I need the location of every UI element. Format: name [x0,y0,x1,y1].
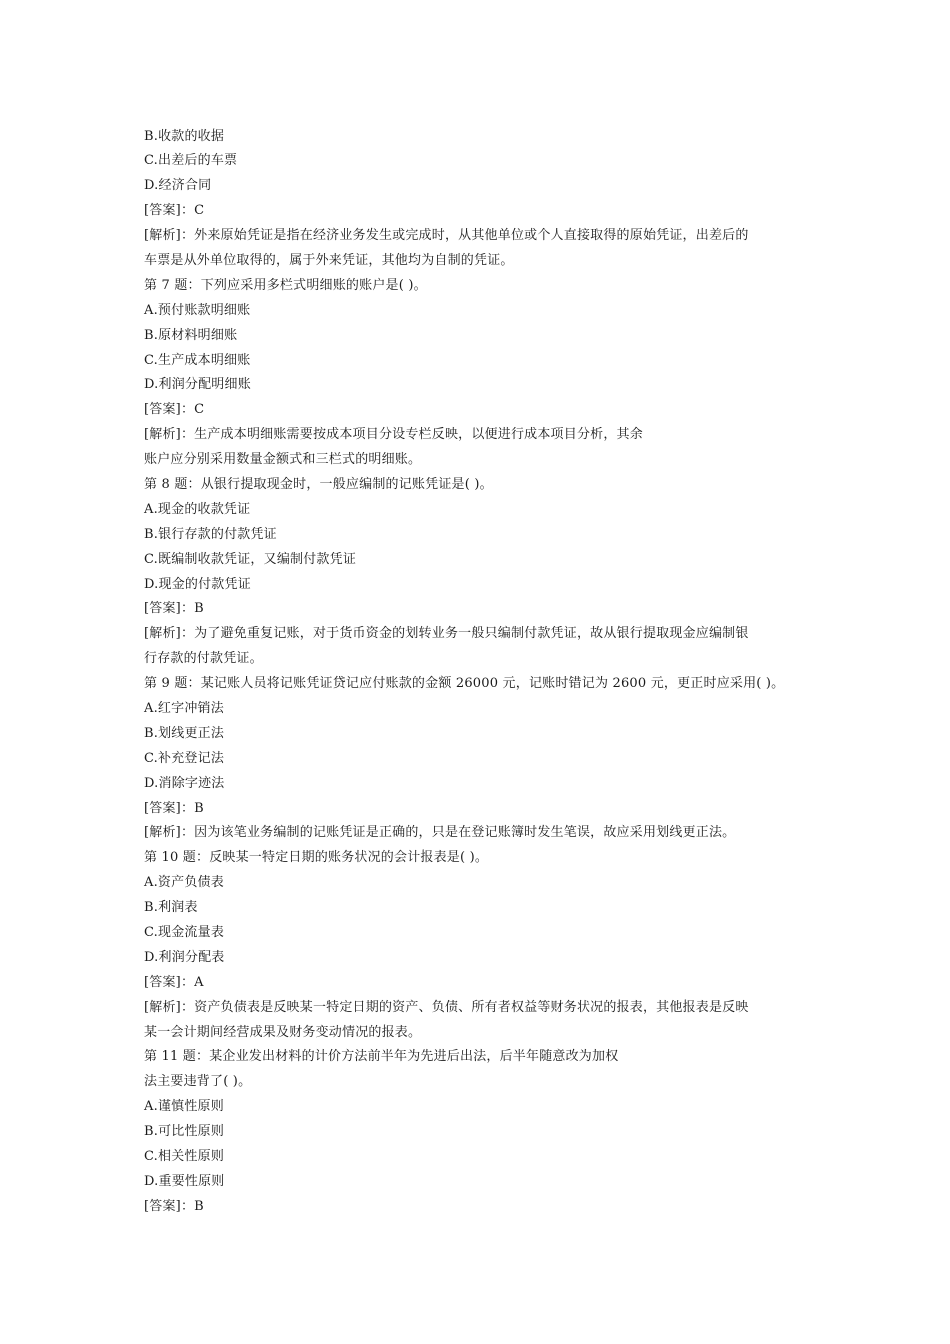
question-line: 第 7 题：下列应采用多栏式明细账的账户是( )。 [144,277,427,293]
explanation-line: [解析]：因为该笔业务编制的记账凭证是正确的，只是在登记账簿时发生笔误，故应采用划线更正法。 [144,825,736,841]
option-line: C.既编制收款凭证，又编制付款凭证 [144,551,357,567]
option-line: B.收款的收据 [144,128,225,144]
option-line: C.现金流量表 [144,925,225,940]
option-line: A.资产负债表 [144,875,224,891]
option-line: A.红字冲销法 [144,700,224,716]
option-line: D.经济合同 [144,178,212,194]
answer-line: [答案]：B [144,601,204,617]
question-line: 第 9 题：某记账人员将记账凭证贷记应付账款的金额 26000 元，记账时错记为 2600 元，更正时应采用( )。 [144,676,785,692]
option-line: D.消除字迹法 [144,775,225,791]
question-line: 第 8 题：从银行提取现金时，一般应编制的记账凭证是( )。 [144,476,493,492]
explanation-line: [解析]：资产负债表是反映某一特定日期的资产、负债、所有者权益等财务状况的报表，其他报表是反映 [144,999,749,1015]
question-line: 法主要违背了( )。 [144,1074,252,1090]
option-line: C.出差后的车票 [144,153,238,169]
answer-line: [答案]：A [144,974,204,990]
question-line: 第 11 题：某企业发出材料的计价方法前半年为先进后出法，后半年随意改为加权 [144,1049,619,1065]
option-line: D.现金的付款凭证 [144,576,251,592]
explanation-line: 某一会计期间经营成果及财务变动情况的报表。 [144,1024,422,1040]
option-line: B.利润表 [144,900,198,916]
answer-line: [答案]：C [144,402,205,418]
document-content [144,125,824,1220]
option-line: D.重要性原则 [144,1173,225,1189]
option-line: A.谨慎性原则 [144,1099,224,1115]
answer-line: [答案]：B [144,800,204,816]
explanation-line: 行存款的付款凭证。 [144,651,263,667]
explanation-line: 账户应分别采用数量金额式和三栏式的明细账。 [144,452,422,468]
option-line: A.现金的收款凭证 [144,501,251,517]
option-line: A.预付账款明细账 [144,302,251,318]
option-line: D.利润分配明细账 [144,377,251,393]
option-line: C.补充登记法 [144,750,225,766]
explanation-line: 车票是从外单位取得的，属于外来凭证，其他均为自制的凭证。 [144,252,514,268]
option-line: C.生产成本明细账 [144,352,251,368]
answer-line: [答案]：B [144,1198,204,1214]
answer-line: [答案]：C [144,203,205,219]
explanation-line: [解析]：生产成本明细账需要按成本项目分设专栏反映，以便进行成本项目分析，其余 [144,427,643,443]
option-line: D.利润分配表 [144,949,225,965]
option-line: C.相关性原则 [144,1149,225,1165]
explanation-line: [解析]：为了避免重复记账，对于货币资金的划转业务一般只编制付款凭证，故从银行提取现金应编制银 [144,626,749,642]
option-line: B.原材料明细账 [144,327,238,343]
option-line: B.可比性原则 [144,1124,225,1140]
question-line: 第 10 题：反映某一特定日期的账务状况的会计报表是( )。 [144,850,489,866]
explanation-line: [解析]：外来原始凭证是指在经济业务发生或完成时，从其他单位或个人直接取得的原始凭证，出差后的 [144,228,749,244]
option-line: B.银行存款的付款凭证 [144,526,277,542]
option-line: B.划线更正法 [144,725,225,741]
